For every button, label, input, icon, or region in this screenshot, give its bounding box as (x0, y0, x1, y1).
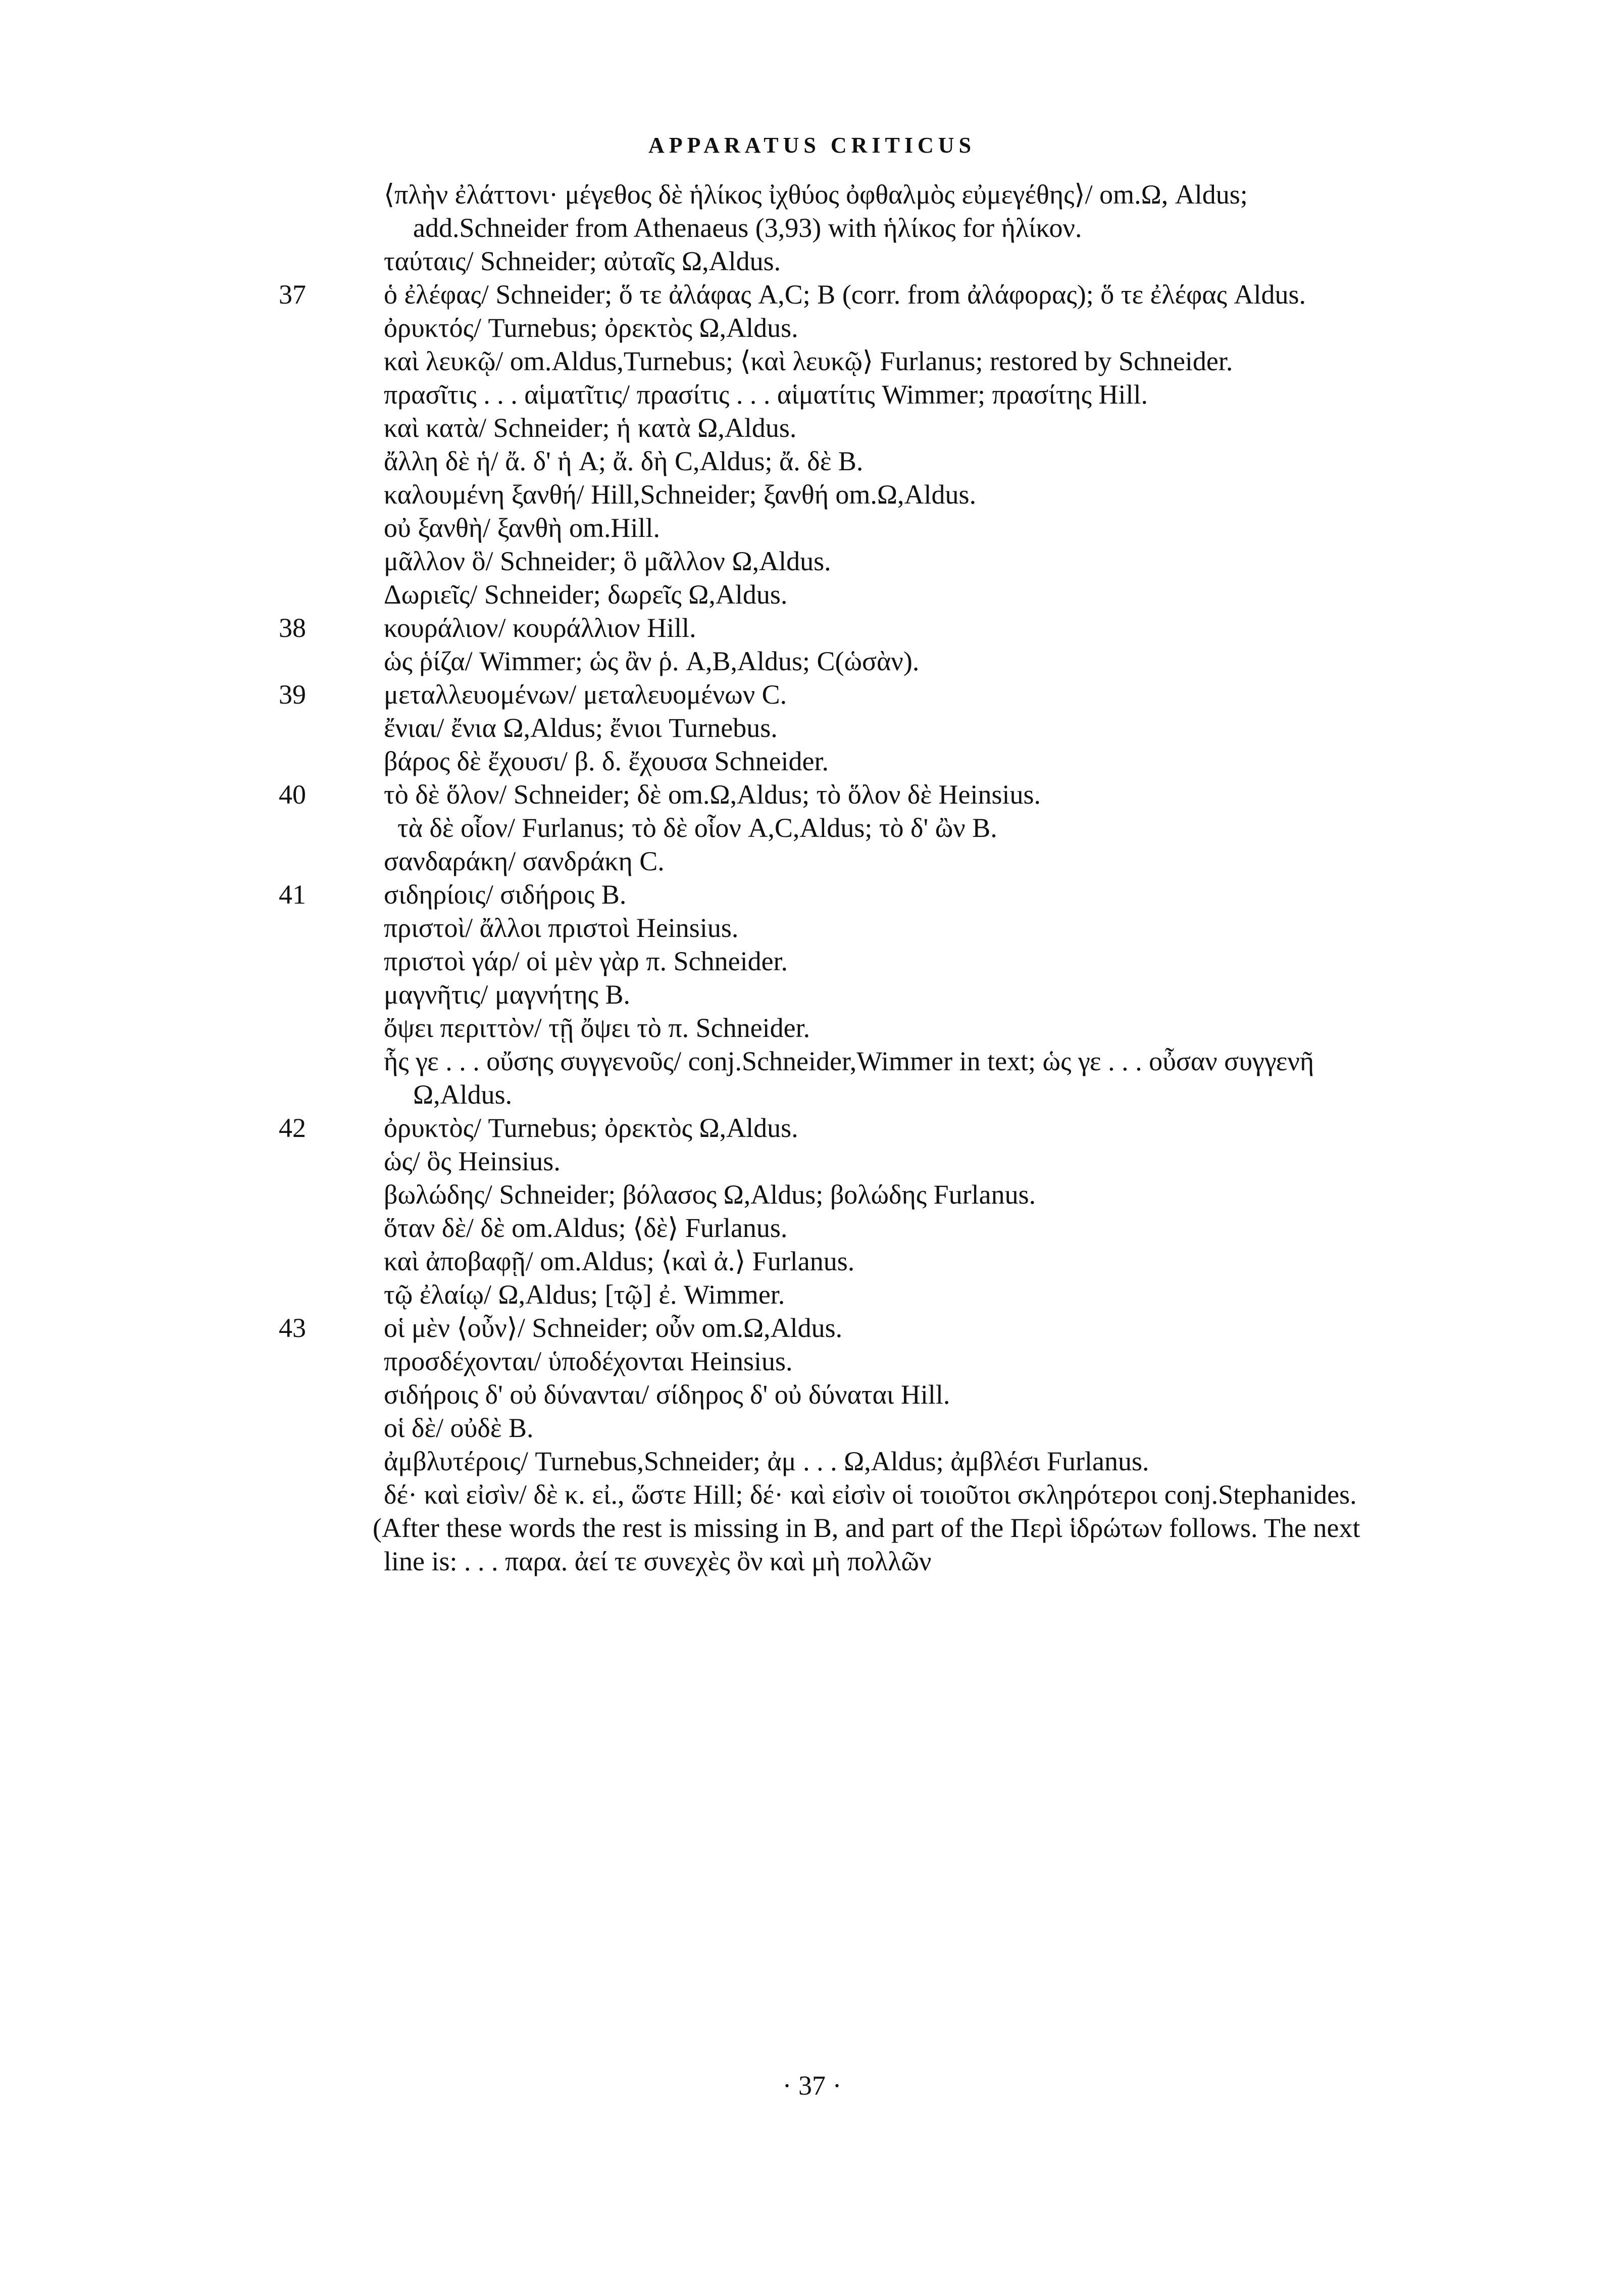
section-number: 39 (279, 679, 306, 710)
apparatus-criticus (279, 178, 1368, 1578)
section-number: 42 (279, 1113, 306, 1143)
entry-text: Δωριεῖς/ Schneider; δωρεῖς Ω,Aldus. (384, 579, 788, 610)
entry-text: πριστοὶ/ ἄλλοι πριστοὶ Heinsius. (384, 913, 739, 943)
entry-text: δέ· καὶ εἰσὶν/ δὲ κ. εἰ., ὥστε Hill; δέ· καὶ εἰσὶν οἱ τοιοῦτοι σκληρότεροι conj.Stephanides. (384, 1479, 1357, 1510)
apparatus-entry (279, 678, 1368, 711)
entry-text: βωλώδης/ Schneider; βόλασος Ω,Aldus; βολώδης Furlanus. (384, 1179, 1036, 1210)
closing-note: (After these words the rest is missing in B, and part of the Περὶ ἱδρώτων follows. The next line is: . . . παρα. ἀεί τε συνεχὲς ὂν καὶ μὴ πολλῶν (373, 1513, 1367, 1576)
apparatus-entry (384, 478, 1368, 511)
apparatus-entry (384, 344, 1368, 378)
apparatus-entry (384, 1211, 1368, 1245)
entry-text: ταύταις/ Schneider; αὐταῖς Ω,Aldus. (384, 246, 781, 276)
entry-text: ὁ ἐλέφας/ Schneider; ὅ τε ἀλάφας A,C; B (corr. from ἀλάφορας); ὅ τε ἐλέφας Aldus. (384, 279, 1306, 310)
entry-text: ὀρυκτός/ Turnebus; ὀρεκτὸς Ω,Aldus. (384, 313, 798, 343)
entry-text: ἄλλη δὲ ἡ/ ἄ. δ' ἡ A; ἄ. δὴ C,Aldus; ἄ. δὲ B. (384, 446, 864, 476)
apparatus-entry (384, 1245, 1368, 1278)
apparatus-entry (384, 644, 1368, 678)
apparatus-entry (279, 778, 1368, 811)
entry-text: ⟨πλὴν ἐλάττονι· μέγεθος δὲ ἡλίκος ἰχθύος ὀφθαλμὸς εὐμεγέθης⟩/ om.Ω, Aldus; add.Schneider from Athenaeus (3,93) with ἡλίκος for ἡλίκον. (384, 179, 1255, 243)
entry-text: ἔνιαι/ ἔνια Ω,Aldus; ἔνιοι Turnebus. (384, 713, 778, 743)
apparatus-entry (384, 945, 1368, 978)
apparatus-entry (384, 378, 1368, 411)
entry-text: μεταλλευομένων/ μεταλευομένων C. (384, 679, 787, 710)
apparatus-entry (384, 1045, 1368, 1111)
entry-text: οὐ ξανθὴ/ ξανθὴ om.Hill. (384, 513, 661, 543)
apparatus-entry (279, 1311, 1368, 1345)
apparatus-entry (279, 878, 1368, 911)
section-number: 41 (279, 879, 306, 910)
apparatus-entry (384, 244, 1368, 278)
apparatus-entry (384, 1478, 1368, 1511)
apparatus-entry (279, 278, 1368, 311)
entry-text: προσδέχονται/ ὑποδέχονται Heinsius. (384, 1346, 793, 1376)
apparatus-entry (384, 1378, 1368, 1411)
apparatus-entry (384, 1411, 1368, 1445)
entry-text: τὸ δὲ ὅλον/ Schneider; δὲ om.Ω,Aldus; τὸ ὅλον δὲ Heinsius. (384, 779, 1041, 810)
entry-text: πριστοὶ γάρ/ οἱ μὲν γὰρ π. Schneider. (384, 946, 788, 976)
entry-text: σιδηρίοις/ σιδήροις B. (384, 879, 627, 910)
apparatus-entry (384, 544, 1368, 578)
section-number: 43 (279, 1313, 306, 1343)
entry-text: καὶ ἀποβαφῇ/ om.Aldus; ⟨καὶ ἀ.⟩ Furlanus. (384, 1246, 855, 1276)
apparatus-entry (279, 1111, 1368, 1145)
entry-text: τῷ ἐλαίῳ/ Ω,Aldus; [τῷ] ἐ. Wimmer. (384, 1279, 785, 1310)
apparatus-entry (384, 978, 1368, 1011)
entry-text: βάρος δὲ ἔχουσι/ β. δ. ἔχουσα Schneider. (384, 746, 829, 776)
apparatus-entry (279, 611, 1368, 644)
section-number: 37 (279, 279, 306, 310)
section-number: 40 (279, 779, 306, 810)
apparatus-entry (384, 1178, 1368, 1211)
apparatus-entry (384, 411, 1368, 444)
apparatus-entry (384, 444, 1368, 478)
apparatus-entry (384, 1445, 1368, 1478)
entry-text: ὅταν δὲ/ δὲ om.Aldus; ⟨δὲ⟩ Furlanus. (384, 1213, 788, 1243)
entry-text: πρασῖτις . . . αἱματῖτις/ πρασίτις . . . αἱματίτις Wimmer; πρασίτης Hill. (384, 379, 1148, 410)
entry-text: μᾶλλον ὃ/ Schneider; ὃ μᾶλλον Ω,Aldus. (384, 546, 831, 576)
apparatus-entry (384, 1011, 1368, 1045)
entry-text: ὀρυκτὸς/ Turnebus; ὀρεκτὸς Ω,Aldus. (384, 1113, 798, 1143)
running-header: APPARATUS CRITICUS (648, 133, 976, 158)
apparatus-entry (384, 1145, 1368, 1178)
apparatus-entry (384, 911, 1368, 945)
entry-text: ὄψει περιττὸν/ τῇ ὄψει τὸ π. Schneider. (384, 1013, 810, 1043)
apparatus-entry (384, 711, 1368, 745)
apparatus-entry (384, 811, 1368, 845)
apparatus-entry (384, 745, 1368, 778)
entry-text: ἧς γε . . . οὔσης συγγενοῦς/ conj.Schneider,Wimmer in text; ὡς γε . . . οὖσαν συγγενῆ Ω,Aldus. (384, 1046, 1321, 1110)
page-number: · 37 · (782, 2070, 842, 2101)
section-number: 38 (279, 613, 306, 643)
entry-text: τὰ δὲ οἷον/ Furlanus; τὸ δὲ οἷον A,C,Aldus; τὸ δ' ὢν B. (384, 813, 997, 843)
entry-text: ὡς ῥίζα/ Wimmer; ὡς ἂν ῥ. A,B,Aldus; C(ὡσὰν). (384, 646, 920, 676)
apparatus-entry (384, 511, 1368, 544)
entry-text: ἀμβλυτέροις/ Turnebus,Schneider; ἀμ . . . Ω,Aldus; ἀμβλέσι Furlanus. (384, 1446, 1149, 1476)
apparatus-entry (384, 1278, 1368, 1311)
entry-text: ὡς/ ὃς Heinsius. (384, 1146, 561, 1176)
apparatus-entry (384, 1345, 1368, 1378)
entry-text: μαγνῆτις/ μαγνήτης B. (384, 979, 630, 1010)
entry-text: καλουμένη ξανθή/ Hill,Schneider; ξανθή om.Ω,Aldus. (384, 479, 977, 510)
entry-text: οἱ δὲ/ οὐδὲ B. (384, 1413, 534, 1443)
entry-text: οἱ μὲν ⟨οὖν⟩/ Schneider; οὖν om.Ω,Aldus. (384, 1313, 843, 1343)
entry-text: καὶ κατὰ/ Schneider; ἡ κατὰ Ω,Aldus. (384, 413, 797, 443)
entry-text: καὶ λευκῷ/ om.Aldus,Turnebus; ⟨καὶ λευκῷ⟩ Furlanus; restored by Schneider. (384, 346, 1233, 376)
apparatus-entry (384, 578, 1368, 611)
apparatus-entry (384, 178, 1368, 244)
entry-text: σιδήροις δ' οὐ δύνανται/ σίδηρος δ' οὐ δύναται Hill. (384, 1379, 950, 1410)
apparatus-entry (384, 311, 1368, 344)
entry-text: κουράλιον/ κουράλλιον Hill. (384, 613, 696, 643)
apparatus-entry (384, 845, 1368, 878)
entry-text: σανδαράκη/ σανδράκη C. (384, 846, 665, 876)
